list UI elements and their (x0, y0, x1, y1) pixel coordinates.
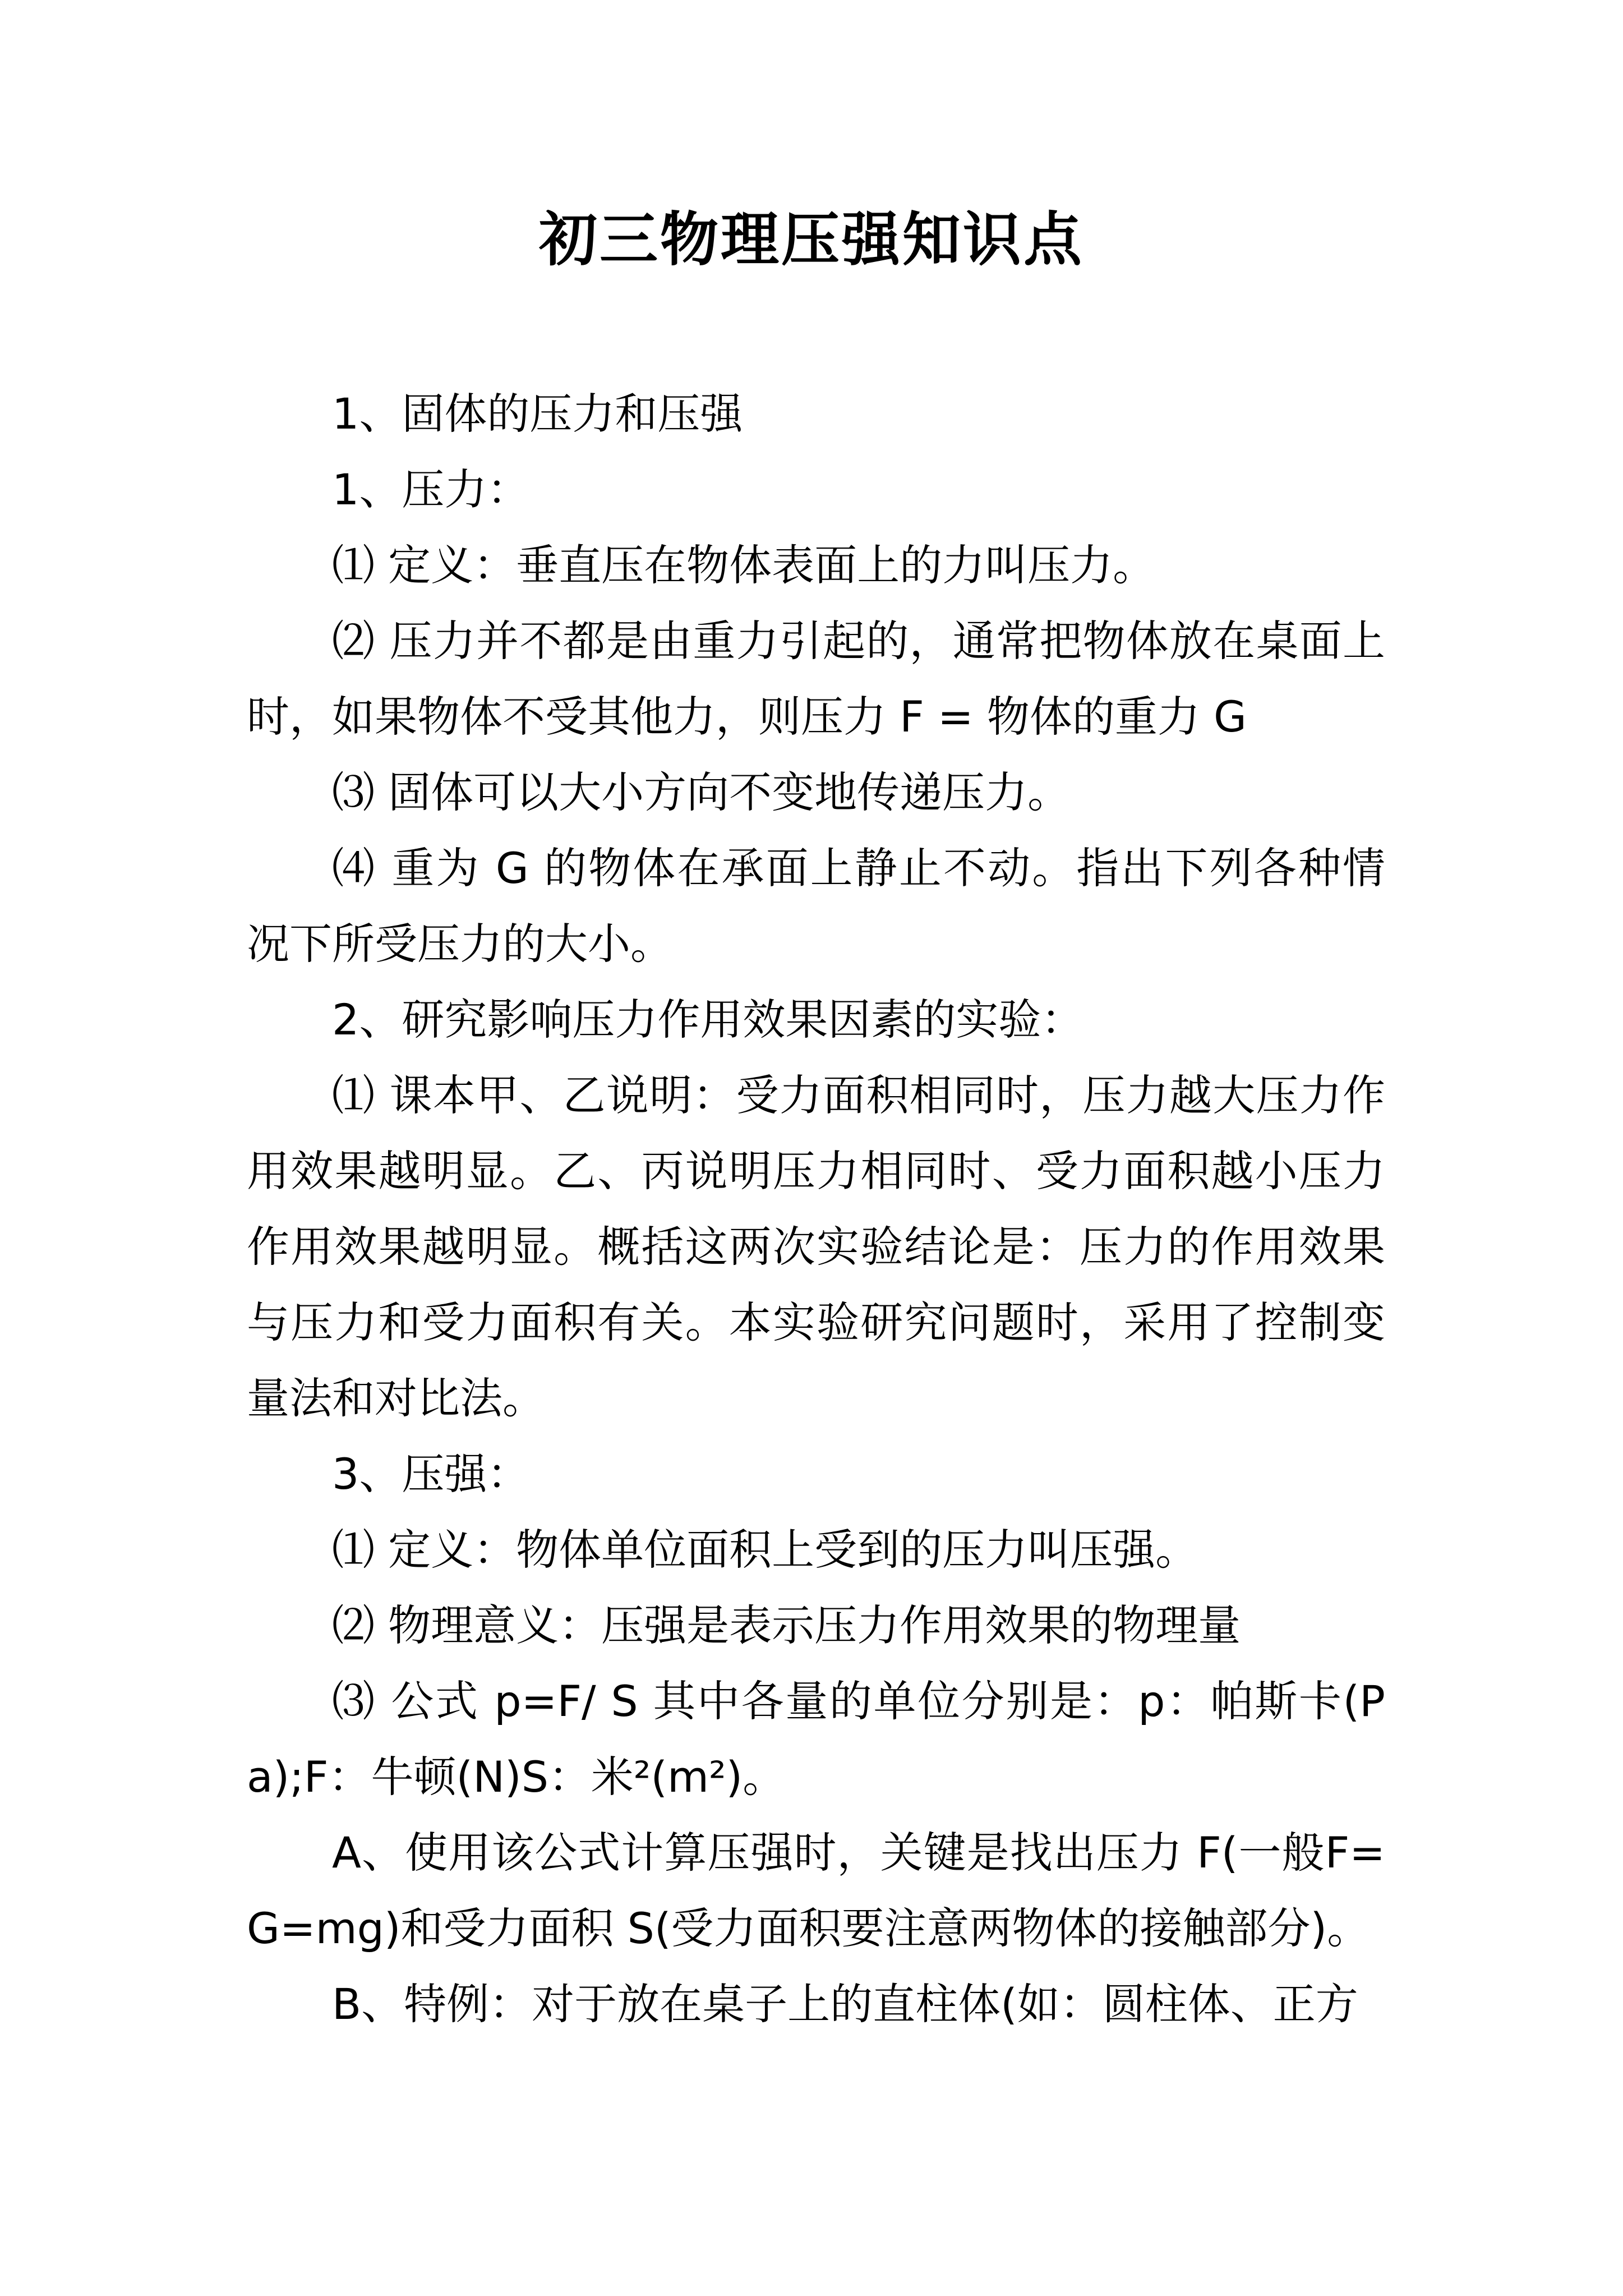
document-body (247, 376, 1385, 2042)
paragraph-formula-note-a: A、使用该公式计算压强时，关键是找出压力 F(一般F=G=mg)和受力面积 S(受力面积要注意两物体的接触部分)。 (247, 1828, 1385, 1953)
paragraph-pressure-gravity: ⑵ 压力并不都是由重力引起的，通常把物体放在桌面上时，如果物体不受其他力，则压力 F = 物体的重力 G (247, 616, 1385, 742)
paragraph-weight-g: ⑷ 重为 G 的物体在承面上静止不动。指出下列各种情况下所受压力的大小。 (247, 843, 1385, 969)
paragraph-formula: ⑶ 公式 p=F/ S 其中各量的单位分别是：p：帕斯卡(Pa);F：牛顿(N)S：米²(m²)。 (247, 1676, 1385, 1802)
paragraph-experiment-conclusion: ⑴ 课本甲、乙说明：受力面积相同时，压力越大压力作用效果越明显。乙、丙说明压力相同时、受力面积越小压力作用效果越明显。概括这两次实验结论是：压力的作用效果与压力和受力面积有关。本实验研究问题时，采用了控制变量法和对比法。 (247, 1070, 1385, 1423)
paragraph-section-heading: 1、固体的压力和压强 (332, 389, 743, 439)
document-title: 初三物理压强知识点 (538, 205, 1084, 274)
paragraph-pressure-definition: ⑴ 定义：垂直压在物体表面上的力叫压力。 (332, 540, 1156, 590)
paragraph-pressure-heading: 1、压力： (332, 464, 530, 514)
paragraph-experiment-heading: 2、研究影响压力作用效果因素的实验： (332, 995, 1084, 1045)
paragraph-pressure-strength-heading: 3、压强： (332, 1449, 530, 1499)
paragraph-solid-transfer: ⑶ 固体可以大小方向不变地传递压力。 (332, 767, 1071, 817)
paragraph-formula-note-b: B、特例：对于放在桌子上的直柱体(如：圆柱体、正方 (332, 1979, 1358, 2029)
paragraph-physical-meaning: ⑵ 物理意义：压强是表示压力作用效果的物理量 (332, 1600, 1241, 1650)
paragraph-strength-definition: ⑴ 定义：物体单位面积上受到的压力叫压强。 (332, 1525, 1198, 1575)
